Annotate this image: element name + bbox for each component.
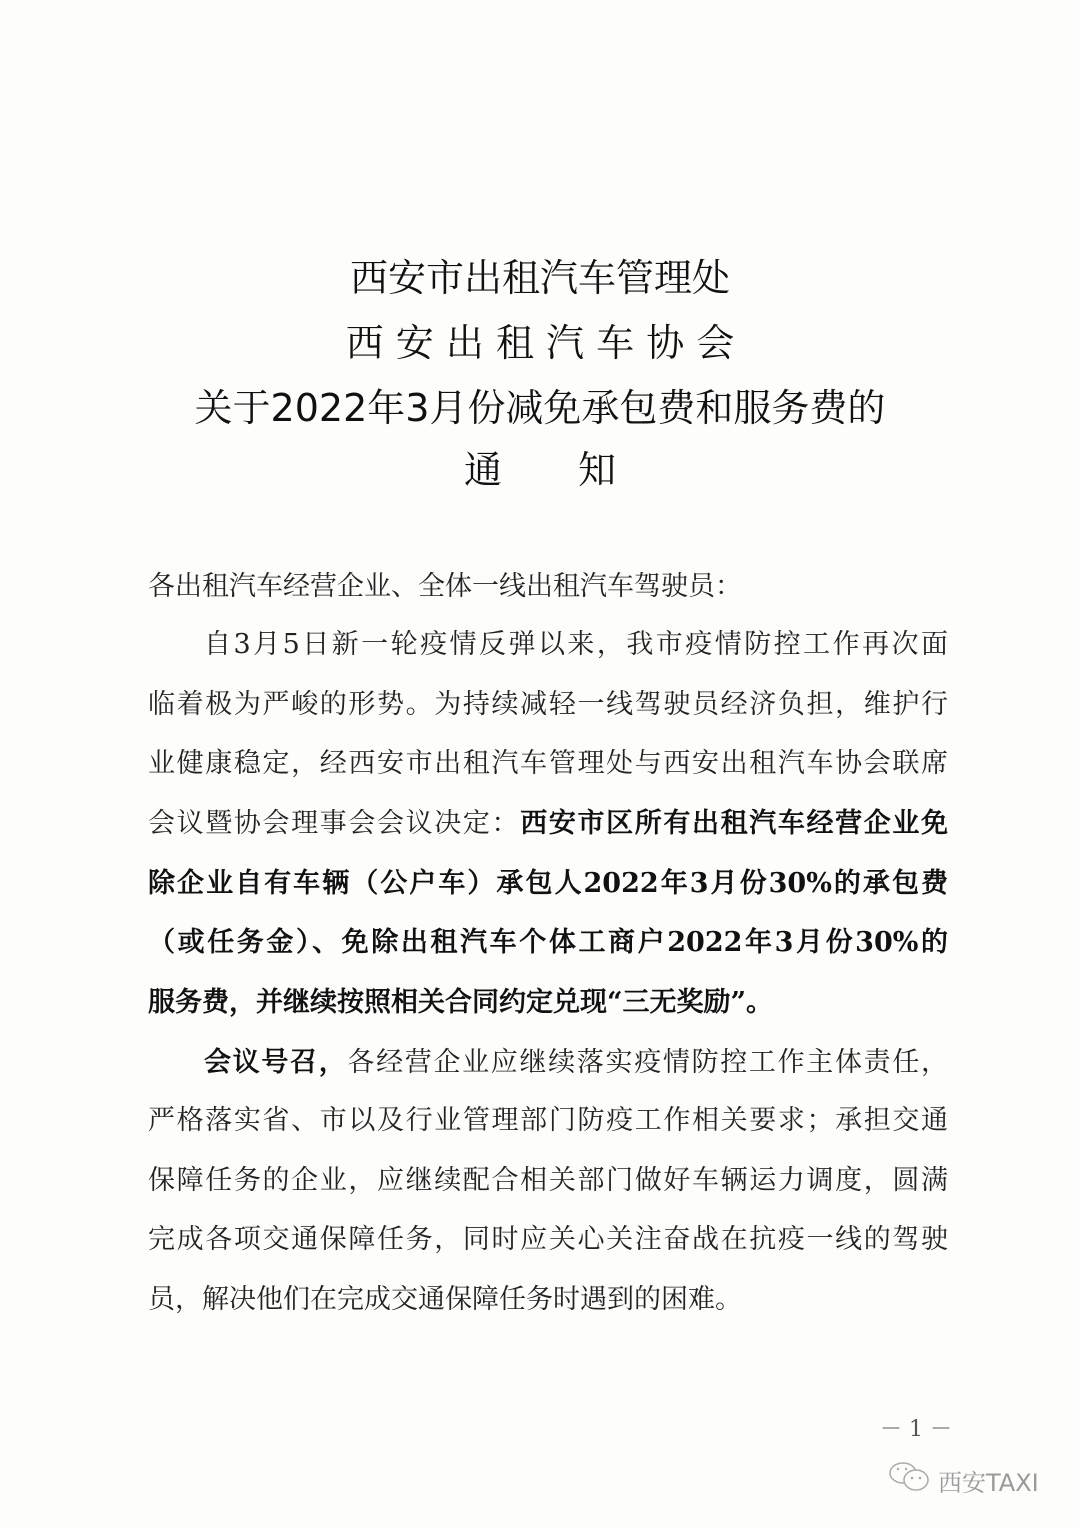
body-line: 员，解决他们在完成交通保障任务时遇到的困难。 <box>148 1284 742 1315</box>
watermark <box>888 1460 1039 1500</box>
page-number: － 1 － <box>880 1417 952 1442</box>
body-line <box>148 1045 948 1081</box>
body-line-bold: 服务费，并继续按照相关合同约定兑现“三无奖励”。 <box>148 987 774 1018</box>
body-line-bold: 除企业自有车辆（公户车）承包人2022年3月份30%的承包费 <box>148 868 948 899</box>
body-line: 业健康稳定，经西安市出租汽车管理处与西安出租汽车协会联席 <box>148 748 948 779</box>
body-line: 临着极为严峻的形势。为持续减轻一线驾驶员经济负担，维护行 <box>148 689 948 720</box>
body-text-bold: 会议号召， <box>204 1047 348 1078</box>
wechat-icon <box>888 1460 932 1500</box>
salutation: 各出租汽车经营企业、全体一线出租汽车驾驶员： <box>148 571 742 602</box>
body-line: 完成各项交通保障任务，同时应关心关注奋战在抗疫一线的驾驶 <box>148 1224 948 1255</box>
body-line <box>148 806 948 842</box>
body-line: 保障任务的企业，应继续配合相关部门做好车辆运力调度，圆满 <box>148 1165 948 1196</box>
body-line: 严格落实省、市以及行业管理部门防疫工作相关要求；承担交通 <box>148 1105 948 1136</box>
title-line-1: 西安市出租汽车管理处 <box>349 256 730 300</box>
title-line-3: 关于2022年3月份减免承包费和服务费的 <box>194 386 886 430</box>
title-line-4: 通 知 <box>463 448 616 492</box>
body-text: 会议暨协会理事会会议决定： <box>148 808 521 839</box>
body-text: 各经营企业应继续落实疫情防控工作主体责任， <box>347 1047 949 1078</box>
body-line: 自3月5日新一轮疫情反弹以来，我市疫情防控工作再次面 <box>204 629 948 660</box>
body-text-bold: 西安市区所有出租汽车经营企业免 <box>520 808 949 839</box>
body-line-bold: （或任务金）、免除出租汽车个体工商户2022年3月份30%的 <box>148 927 948 958</box>
title-line-2: 西 安 出 租 汽 车 协 会 <box>345 321 735 365</box>
watermark-text: 西安TAXI <box>938 1468 1039 1497</box>
